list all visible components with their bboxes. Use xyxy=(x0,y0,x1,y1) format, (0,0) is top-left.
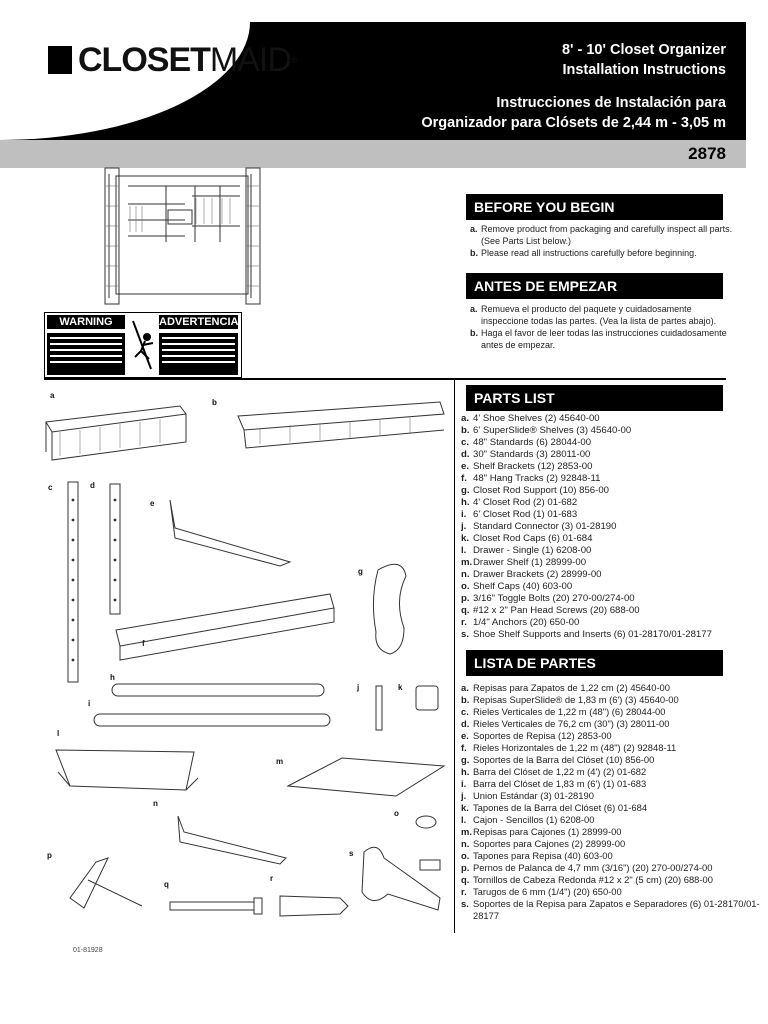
list-item: c. Rieles Verticales de 1,22 m (48") (6) 28044-00 xyxy=(461,706,666,717)
list-item: q. #12 x 2" Pan Head Screws (20) 688-00 xyxy=(461,605,640,616)
part-label-p: p xyxy=(47,851,52,860)
title-en-2: Installation Instructions xyxy=(562,62,726,78)
rod-i-drawing xyxy=(94,714,330,726)
logo-mark xyxy=(48,46,72,74)
list-item: p. 3/16" Toggle Bolts (20) 270-00/274-00 xyxy=(461,593,635,604)
list-item: s. Shoe Shelf Supports and Inserts (6) 01-28170/01-28177 xyxy=(461,629,712,640)
list-item: h. 4' Closet Rod (2) 01-682 xyxy=(461,497,578,508)
column-divider xyxy=(454,380,455,933)
warning-label: WARNING xyxy=(47,315,125,329)
list-item: o. Shelf Caps (40) 603-00 xyxy=(461,581,573,592)
shelf-cap-drawing xyxy=(416,816,436,828)
hang-track-drawing xyxy=(116,594,334,660)
list-item: b. 6' SuperSlide® Shelves (3) 45640-00 xyxy=(461,425,632,436)
list-item: a. Remueva el producto del paquete y cuidadosamente inspeccione todas las partes. (Vea la lista de partes abajo). xyxy=(470,304,717,326)
part-label-e: e xyxy=(150,499,155,508)
toggle-bolt-drawing xyxy=(70,858,108,908)
list-item: m. Repisas para Cajones (1) 28999-00 xyxy=(461,826,622,837)
drawer-shelf-drawing xyxy=(288,758,444,796)
list-item: j. Union Estándar (3) 01-28190 xyxy=(461,790,594,801)
closetmaid-logo xyxy=(48,41,297,79)
connector-drawing xyxy=(376,686,382,730)
document-code: 01-81928 xyxy=(73,947,103,954)
part-label-h: h xyxy=(110,673,115,682)
before-you-begin-heading: BEFORE YOU BEGIN xyxy=(466,194,723,220)
logo-reg: ® xyxy=(290,55,297,65)
list-item: g. Soportes de la Barra del Clóset (10) 856-00 xyxy=(461,754,655,765)
part-label-n: n xyxy=(153,799,158,808)
part-label-i: i xyxy=(88,699,91,708)
list-item: n. Drawer Brackets (2) 28999-00 xyxy=(461,569,602,580)
screw-drawing xyxy=(170,902,254,910)
title-es-2: Organizador para Clósets de 2,44 m - 3,05 m xyxy=(421,115,726,131)
falling-person-icon xyxy=(129,317,157,373)
list-item: e. Shelf Brackets (12) 2853-00 xyxy=(461,461,593,472)
model-number: 2878 xyxy=(688,144,726,163)
list-item: l. Drawer - Single (1) 6208-00 xyxy=(461,545,592,556)
title-es-1: Instrucciones de Instalación para xyxy=(496,95,726,111)
part-label-s: s xyxy=(349,849,354,858)
part-label-c: c xyxy=(48,483,53,492)
list-item: o. Tapones para Repisa (40) 603-00 xyxy=(461,850,613,861)
superslide-shelf-drawing xyxy=(238,402,444,448)
part-label-k: k xyxy=(398,683,403,692)
list-item: r. 1/4" Anchors (20) 650-00 xyxy=(461,617,580,628)
list-item: i. 6' Closet Rod (1) 01-683 xyxy=(461,509,578,520)
list-item: a. 4' Shoe Shelves (2) 45640-00 xyxy=(461,413,600,424)
list-item: b. Haga el favor de leer todas las instrucciones cuidadosamente antes de empezar. xyxy=(470,328,727,350)
list-item: m. Drawer Shelf (1) 28999-00 xyxy=(461,557,587,568)
list-item: n. Soportes para Cajones (2) 28999-00 xyxy=(461,838,626,849)
part-label-d: d xyxy=(90,481,95,490)
drawer-drawing xyxy=(56,750,198,790)
part-label-f: f xyxy=(142,639,145,648)
model-bar xyxy=(0,140,746,168)
shoe-shelf-drawing xyxy=(46,406,186,460)
part-label-q: q xyxy=(164,880,169,889)
logo-text-bold: CLOSET xyxy=(78,41,210,79)
list-item: i. Barra del Clóset de 1,83 m (6') (1) 01-683 xyxy=(461,778,647,789)
list-item: k. Tapones de la Barra del Clóset (6) 01-684 xyxy=(461,802,648,813)
list-item: r. Tarugos de 6 mm (1/4") (20) 650-00 xyxy=(461,886,622,897)
antes-de-empezar-list xyxy=(470,303,740,351)
list-item: f. Rieles Horizontales de 1,22 m (48") (2) 92848-11 xyxy=(461,742,677,753)
part-label-a: a xyxy=(50,391,55,400)
insert-drawing xyxy=(420,860,440,870)
parts-illustrations xyxy=(0,380,454,940)
list-item: a. Remove product from packaging and carefully inspect all parts. (See Parts List below.) xyxy=(470,224,733,246)
list-item: h. Barra del Clóset de 1,22 m (4') (2) 01-682 xyxy=(461,766,647,777)
warning-box xyxy=(44,312,242,378)
list-item: b. Please read all instructions carefully before beginning. xyxy=(470,248,697,258)
list-item: d. 30" Standards (3) 28011-00 xyxy=(461,449,591,460)
standard-c-drawing xyxy=(68,482,78,682)
rod-support-drawing xyxy=(373,564,406,654)
part-label-o: o xyxy=(394,809,399,818)
list-item: j. Standard Connector (3) 01-28190 xyxy=(461,521,617,532)
list-item: g. Closet Rod Support (10) 856-00 xyxy=(461,485,609,496)
logo-text-light: MAID xyxy=(209,41,291,79)
part-label-j: j xyxy=(357,683,360,692)
advertencia-text xyxy=(159,333,238,375)
list-item: q. Tornillos de Cabeza Redonda #12 x 2" (5 cm) (20) 688-00 xyxy=(461,874,713,885)
list-item: c. 48" Standards (6) 28044-00 xyxy=(461,437,592,448)
closet-illustration xyxy=(100,166,264,308)
part-label-g: g xyxy=(358,567,363,576)
parts-list-heading: PARTS LIST xyxy=(466,385,723,411)
list-item: s. Soportes de la Repisa para Zapatos e Separadores (6) 01-28170/01-28177 xyxy=(461,898,760,921)
list-item: p. Pernos de Palanca de 4,7 mm (3/16") (20) 270-00/274-00 xyxy=(461,862,713,873)
list-item: l. Cajon - Sencillos (1) 6208-00 xyxy=(461,814,595,825)
part-label-l: l xyxy=(57,729,60,738)
shoe-support-drawing xyxy=(362,847,440,910)
list-item: b. Repisas SuperSlide® de 1,83 m (6') (3) 45640-00 xyxy=(461,694,679,705)
title-en-1: 8' - 10' Closet Organizer xyxy=(561,42,726,58)
list-item: e. Soportes de Repisa (12) 2853-00 xyxy=(461,730,612,741)
drawer-bracket-drawing xyxy=(178,816,286,864)
list-item: a. Repisas para Zapatos de 1,22 cm (2) 45640-00 xyxy=(461,682,670,693)
antes-de-empezar-heading: ANTES DE EMPEZAR xyxy=(466,273,723,299)
list-item: f. 48" Hang Tracks (2) 92848-11 xyxy=(461,473,601,484)
lista-de-partes xyxy=(461,682,768,922)
standard-d-drawing xyxy=(110,484,120,614)
list-item: d. Rieles Verticales de 76,2 cm (30") (3) 28011-00 xyxy=(461,718,670,729)
list-item: k. Closet Rod Caps (6) 01-684 xyxy=(461,533,593,544)
anchor-drawing xyxy=(280,896,348,916)
advertencia-label: ADVERTENCIA xyxy=(159,316,239,328)
part-label-b: b xyxy=(212,398,217,407)
warning-text xyxy=(47,333,125,375)
rod-h-drawing xyxy=(112,684,324,696)
before-you-begin-list xyxy=(470,223,740,259)
part-label-r: r xyxy=(270,874,274,883)
rod-cap-drawing xyxy=(416,686,438,710)
shelf-bracket-drawing xyxy=(170,500,290,566)
part-label-m: m xyxy=(276,757,284,766)
lista-de-partes-heading: LISTA DE PARTES xyxy=(466,650,723,676)
parts-list xyxy=(461,413,712,641)
